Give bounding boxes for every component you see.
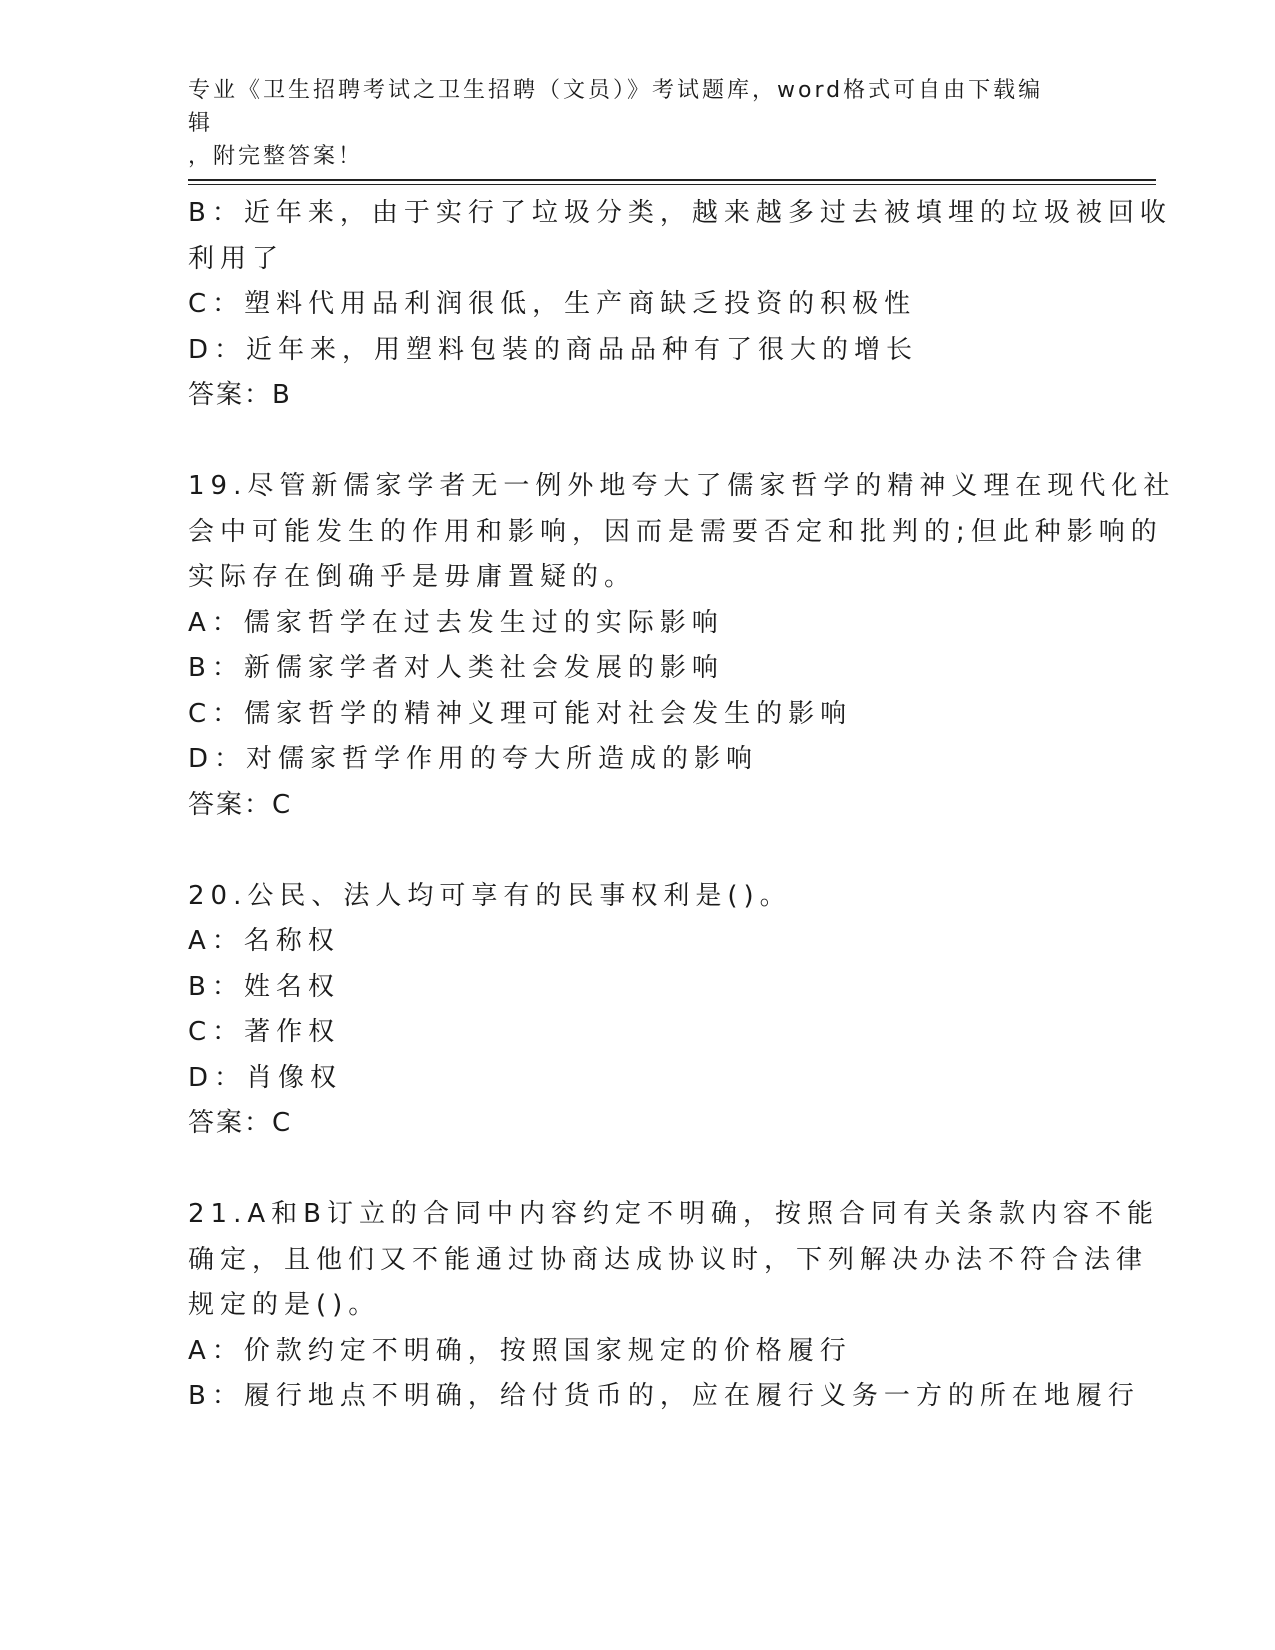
option-a: A：价款约定不明确，按照国家规定的价格履行 [188,1335,852,1366]
option-c: C：著作权 [188,1017,341,1047]
question-stem-line-3: 实际存在倒确乎是毋庸置疑的。 [188,562,637,592]
question-spacer [188,828,1088,874]
question-18 [188,191,1172,419]
question-spacer [188,419,1088,465]
option-b-line-1: B：近年来，由于实行了垃圾分类，越来越多过去被填埋的垃圾被回收 [188,198,1172,228]
question-stem-line-2: 确定，且他们又不能通过协商达成协议时，下列解决办法不符合法律 [188,1244,1149,1275]
option-d: D：肖像权 [188,1062,343,1093]
question-stem-line-1: 19.尽管新儒家学者无一例外地夸大了儒家哲学的精神义理在现代化社 [188,471,1176,501]
question-spacer [188,1147,1088,1193]
answer: 答案：C [188,789,293,820]
header-line-1: 专业《卫生招聘考试之卫生招聘（文员）》考试题库，word格式可自由下载编辑 [188,78,1044,136]
question-21 [188,1192,1159,1420]
option-d: D：对儒家哲学作用的夸大所造成的影响 [188,744,759,774]
option-b-line-2: 利用了 [188,243,285,274]
option-c: C：儒家哲学的精神义理可能对社会发生的影响 [188,698,853,729]
document-body [188,191,1176,1420]
question-stem: 20.公民、法人均可享有的民事权利是()。 [188,880,792,911]
header-divider-thick [188,179,1156,181]
option-b: B：新儒家学者对人类社会发展的影响 [188,653,724,683]
option-a: A：儒家哲学在过去发生过的实际影响 [188,607,724,638]
header-line-2: ，附完整答案！ [188,144,364,169]
question-stem-line-2: 会中可能发生的作用和影响，因而是需要否定和批判的;但此种影响的 [188,516,1163,547]
question-19 [188,464,1176,828]
question-stem-line-1: 21.A和B订立的合同中内容约定不明确，按照合同有关条款内容不能 [188,1199,1159,1229]
question-20 [188,874,1088,1147]
document-header [188,74,1068,173]
answer: 答案：C [188,1108,293,1138]
header-divider-thin [188,184,1156,185]
answer: 答案：B [188,380,292,410]
option-d: D：近年来，用塑料包装的商品品种有了很大的增长 [188,334,919,365]
option-b: B：履行地点不明确，给付货币的，应在履行义务一方的所在地履行 [188,1381,1140,1411]
option-b: B：姓名权 [188,971,340,1002]
option-a: A：名称权 [188,926,340,956]
question-stem-line-3: 规定的是()。 [188,1290,381,1320]
option-c: C：塑料代用品利润很低，生产商缺乏投资的积极性 [188,289,917,319]
